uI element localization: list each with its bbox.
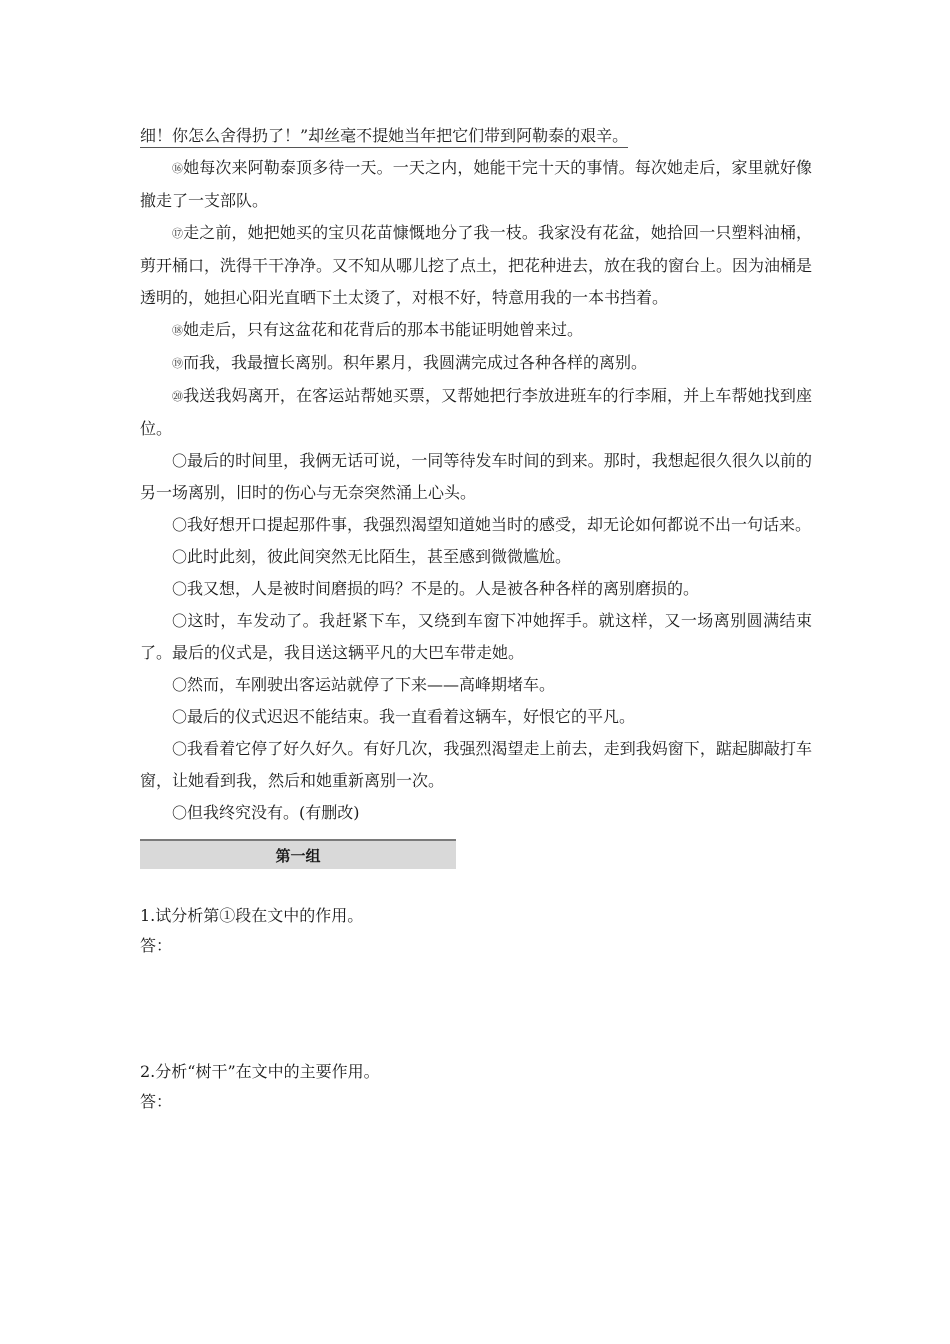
passage-paragraph-19 xyxy=(140,347,812,380)
passage-paragraph-27 xyxy=(140,701,812,733)
passage-paragraph-16 xyxy=(140,152,812,217)
paragraph-number: 〇 xyxy=(172,708,188,726)
passage-paragraph-26 xyxy=(140,669,812,701)
paragraph-number: 〇 xyxy=(172,804,188,822)
paragraph-text: 走之前，她把她买的宝贝花苗慷慨地分了我一枝。我家没有花盆，她拾回一只塑料油桶，剪开桶口，洗得干干净净。又不知从哪儿挖了点土，把花种进去，放在我的窗台上。因为油桶是透明的，她担心阳光直晒下土太烫了，对根不好，特意用我的一本书挡着。 xyxy=(140,223,813,307)
paragraph-text: 我又想，人是被时间磨损的吗？不是的。人是被各种各样的离别磨损的。 xyxy=(187,579,700,598)
passage-paragraph-28 xyxy=(140,733,812,797)
paragraph-number: ⑱ xyxy=(172,324,183,337)
paragraph-number: ⑲ xyxy=(172,357,183,370)
passage-paragraph-23 xyxy=(140,541,812,573)
paragraph-text: 而我，我最擅长离别。积年累月，我圆满完成过各种各样的离别。 xyxy=(183,353,648,372)
paragraph-text: 然而，车刚驶出客运站就停了下来——高峰期堵车。 xyxy=(187,675,556,694)
paragraph-number: 〇 xyxy=(172,676,188,694)
paragraph-text: 我送我妈离开，在客运站帮她买票，又帮她把行李放进班车的行李厢，并上车帮她找到座位。 xyxy=(140,386,812,438)
passage-paragraph-24 xyxy=(140,573,812,605)
section-header xyxy=(140,839,456,869)
paragraph-number: 〇 xyxy=(172,548,188,566)
passage-paragraph-22 xyxy=(140,509,812,541)
paragraph-number: ⑳ xyxy=(172,390,184,403)
paragraph-number: 〇 xyxy=(172,516,188,534)
question-1: 1.试分析第①段在文中的作用。 xyxy=(140,906,364,925)
paragraph-text: 她每次来阿勒泰顶多待一天。一天之内，她能干完十天的事情。每次她走后，家里就好像撤走了一支部队。 xyxy=(140,158,812,210)
paragraph-text: 她走后，只有这盆花和花背后的那本书能证明她曾来过。 xyxy=(183,320,584,339)
paragraph-text: 我好想开口提起那件事，我强烈渴望知道她当时的感受，却无论如何都说不出一句话来。 xyxy=(187,515,812,534)
question-2: 2.分析“树干”在文中的主要作用。 xyxy=(140,1062,380,1081)
paragraph-text: 我看着它停了好久好久。有好几次，我强烈渴望走上前去，走到我妈窗下，踮起脚敲打车窗，让她看到我，然后和她重新离别一次。 xyxy=(140,739,812,790)
passage-paragraph-20 xyxy=(140,380,812,445)
passage-paragraph-18 xyxy=(140,314,812,347)
passage-paragraph-25 xyxy=(140,605,812,669)
passage-paragraph-21 xyxy=(140,445,812,509)
paragraph-number: 〇 xyxy=(172,612,188,630)
paragraph-text: 此时此刻，彼此间突然无比陌生，甚至感到微微尴尬。 xyxy=(187,547,572,566)
paragraph-text: 但我终究没有。(有删改) xyxy=(187,803,360,822)
document-page xyxy=(140,120,812,1117)
passage-paragraph-17 xyxy=(140,217,812,314)
paragraph-number: 〇 xyxy=(172,580,188,598)
paragraph-number: ⑯ xyxy=(172,162,184,175)
paragraph-text: 最后的仪式迟迟不能结束。我一直看着这辆车，好恨它的平凡。 xyxy=(187,707,636,726)
passage-first-line: 细！你怎么舍得扔了！”却丝毫不提她当年把它们带到阿勒泰的艰辛。 xyxy=(140,125,628,148)
passage-paragraph xyxy=(140,120,812,152)
paragraph-text: 这时，车发动了。我赶紧下车，又绕到车窗下冲她挥手。就这样，又一场离别圆满结束了。最后的仪式是，我目送这辆平凡的大巴车带走她。 xyxy=(140,611,812,662)
paragraph-number: ⑰ xyxy=(172,227,184,240)
answer-label-1: 答： xyxy=(140,936,173,955)
passage-paragraph-29 xyxy=(140,797,812,829)
answer-label-2: 答： xyxy=(140,1092,173,1111)
paragraph-number: 〇 xyxy=(172,740,188,758)
paragraph-number: 〇 xyxy=(172,452,188,470)
paragraph-text: 最后的时间里，我俩无话可说，一同等待发车时间的到来。那时，我想起很久很久以前的另一场离别，旧时的伤心与无奈突然涌上心头。 xyxy=(140,451,812,502)
section-title: 第一组 xyxy=(275,846,321,865)
